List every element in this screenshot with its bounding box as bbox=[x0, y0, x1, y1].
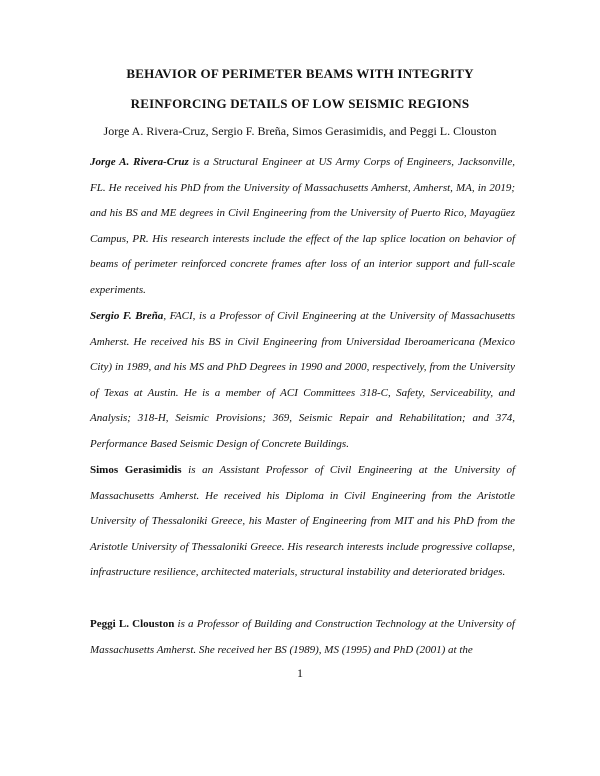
author-bio-rivera-cruz bbox=[90, 150, 515, 304]
author-name: Simos Gerasimidis bbox=[90, 464, 182, 476]
author-name: Peggi L. Clouston bbox=[90, 618, 175, 630]
author-bio-text: is an Assistant Professor of Civil Engineering at the University of Massachusetts Amherst. He received his Diploma in Civil Engineering from the Aristotle University of Thessaloniki Greece, his Master of Engineering from MIT and his PhD from the Aristotle University of Thessaloniki Greece. His research interests include progressive collapse, infrastructure resilience, architected materials, structural instability and deteriorated bridges. bbox=[90, 464, 515, 579]
page-number: 1 bbox=[297, 666, 303, 680]
author-bio-clouston bbox=[90, 612, 515, 663]
author-bio-text: is a Structural Engineer at US Army Corps of Engineers, Jacksonville, FL. He received his PhD from the University of Massachusetts Amherst, Amherst, MA, in 2019; and his BS and ME degrees in Civil Engineering from the University of Puerto Rico, Mayagüez Campus, PR. His research interests include the effect of the lap splice location on behavior of beams of perimeter reinforced concrete frames after loss of an interior support and full-scale experiments. bbox=[90, 156, 515, 296]
author-list: Jorge A. Rivera-Cruz, Sergio F. Breña, Simos Gerasimidis, and Peggi L. Clouston bbox=[103, 124, 497, 138]
author-bio-gerasimidis bbox=[90, 458, 515, 586]
paper-title-line-2: REINFORCING DETAILS OF LOW SEISMIC REGIONS bbox=[130, 96, 470, 111]
author-bio-text: is a Professor of Building and Construction Technology at the University of Massachusetts Amherst. She received her BS (1989), MS (1995) and PhD (2001) at the bbox=[90, 618, 515, 656]
paper-title-line-1: BEHAVIOR OF PERIMETER BEAMS WITH INTEGRITY bbox=[126, 66, 474, 81]
author-bio-brena bbox=[90, 304, 515, 458]
author-name: Jorge A. Rivera-Cruz bbox=[90, 156, 189, 168]
author-bio-text: , FACI, is a Professor of Civil Engineering at the University of Massachusetts Amherst. He received his BS in Civil Engineering from Universidad Iberoamericana (Mexico City) in 1989, and his MS and PhD Degrees in 1990 and 2000, respectively, from the University of Texas at Austin. He is a member of ACI Committees 318-C, Safety, Serviceability, and Analysis; 318-H, Seismic Provisions; 369, Seismic Repair and Rehabilitation; and 374, Performance Based Seismic Design of Concrete Buildings. bbox=[90, 310, 515, 450]
author-name: Sergio F. Breña bbox=[90, 310, 164, 322]
